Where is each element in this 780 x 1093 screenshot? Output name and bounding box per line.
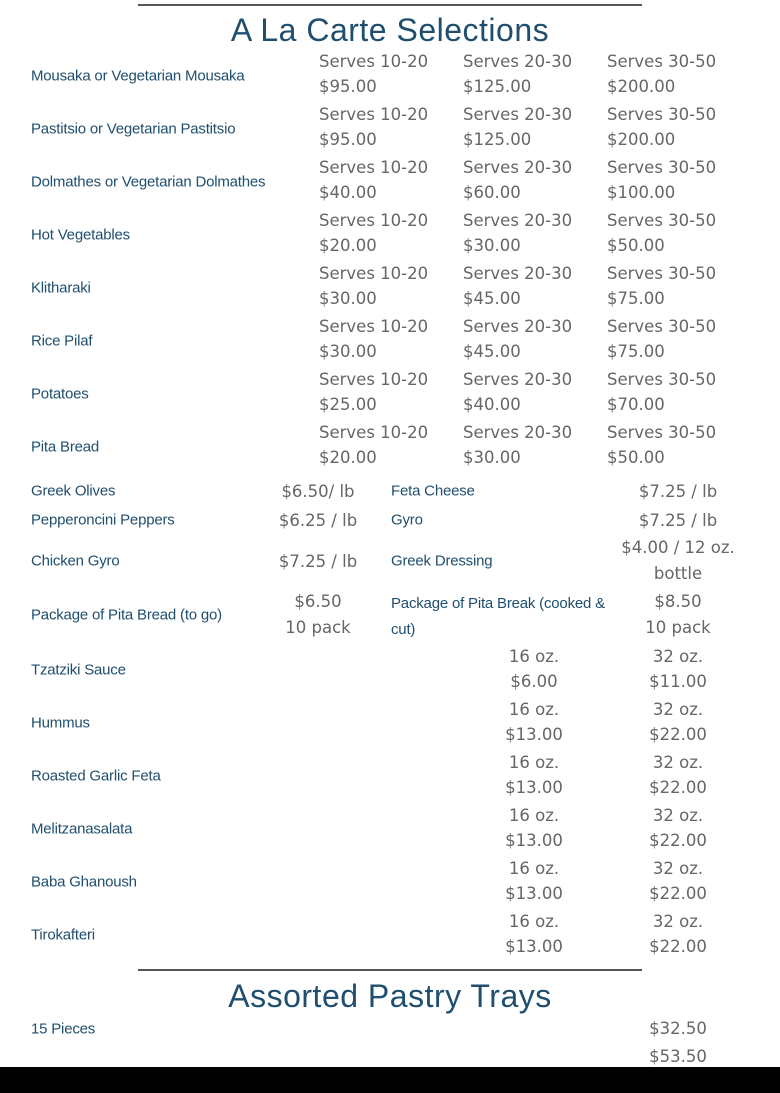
- serves-label: Serves 10-20: [319, 105, 429, 124]
- item-name: Melitzanasalata: [31, 820, 133, 838]
- item-name: Roasted Garlic Feta: [31, 767, 161, 785]
- price-small: $13.00: [505, 725, 563, 744]
- serves-label: Serves 30-50: [607, 264, 717, 283]
- item-price: $32.50: [649, 1019, 707, 1038]
- item-price: $7.25 / lb: [638, 482, 718, 501]
- item-name: Package of Pita Bread (to go): [31, 606, 222, 624]
- tier-price: $30.00: [463, 448, 521, 467]
- pastry-title: Assorted Pastry Trays: [228, 978, 552, 1014]
- size-small: 16 oz.: [508, 859, 560, 878]
- price-small: $13.00: [505, 778, 563, 797]
- tier-price: $50.00: [607, 236, 665, 255]
- item-price-unit: bottle: [653, 564, 703, 583]
- size-small: 16 oz.: [508, 700, 560, 719]
- item-name: Greek Olives: [31, 482, 116, 500]
- serves-label: Serves 30-50: [607, 105, 717, 124]
- serves-label: Serves 30-50: [607, 52, 717, 71]
- item-price: $53.50: [649, 1047, 707, 1066]
- item-price: $8.50: [654, 592, 702, 611]
- item-name: Klitharaki: [31, 279, 91, 297]
- item-price: $6.50/ lb: [281, 482, 355, 501]
- tier-price: $125.00: [463, 130, 532, 149]
- serves-label: Serves 20-30: [463, 158, 573, 177]
- item-price-unit: 10 pack: [285, 618, 351, 637]
- item-name: 15 Pieces: [31, 1020, 96, 1038]
- price-large: $22.00: [649, 725, 707, 744]
- item-price: $7.25 / lb: [278, 552, 358, 571]
- serves-label: Serves 30-50: [607, 158, 717, 177]
- item-name: Tirokafteri: [31, 926, 95, 944]
- tier-price: $45.00: [463, 342, 521, 361]
- item-name: Baba Ghanoush: [31, 873, 137, 891]
- price-large: $22.00: [649, 937, 707, 956]
- item-name: Pastitsio or Vegetarian Pastitsio: [31, 120, 236, 138]
- tier-price: $200.00: [607, 77, 676, 96]
- tier-price: $60.00: [463, 183, 521, 202]
- serves-label: Serves 10-20: [319, 264, 429, 283]
- item-name: Package of Pita Break (cooked & cut): [391, 595, 605, 638]
- serves-label: Serves 30-50: [607, 317, 717, 336]
- price-large: $22.00: [649, 778, 707, 797]
- size-small: 16 oz.: [508, 647, 560, 666]
- serves-label: Serves 10-20: [319, 423, 429, 442]
- item-name: Hot Vegetables: [31, 226, 130, 244]
- item-name: Dolmathes or Vegetarian Dolmathes: [31, 173, 266, 191]
- size-large: 32 oz.: [652, 753, 704, 772]
- tier-price: $45.00: [463, 289, 521, 308]
- tier-price: $70.00: [607, 395, 665, 414]
- page-title: A La Carte Selections: [230, 12, 550, 48]
- serves-label: Serves 20-30: [463, 105, 573, 124]
- serves-label: Serves 20-30: [463, 423, 573, 442]
- tier-price: $40.00: [319, 183, 377, 202]
- serves-label: Serves 10-20: [319, 317, 429, 336]
- tier-price: $30.00: [319, 342, 377, 361]
- item-name: Pepperoncini Peppers: [31, 511, 175, 529]
- size-small: 16 oz.: [508, 753, 560, 772]
- serves-label: Serves 20-30: [463, 370, 573, 389]
- item-name: Gyro: [391, 511, 423, 529]
- tier-price: $30.00: [319, 289, 377, 308]
- price-large: $22.00: [649, 884, 707, 903]
- item-price: $6.25 / lb: [278, 511, 358, 530]
- tier-price: $125.00: [463, 77, 532, 96]
- price-small: $13.00: [505, 884, 563, 903]
- item-name: Rice Pilaf: [31, 332, 93, 350]
- item-price: $6.50: [294, 592, 342, 611]
- tier-price: $200.00: [607, 130, 676, 149]
- serves-label: Serves 20-30: [463, 211, 573, 230]
- serves-label: Serves 10-20: [319, 158, 429, 177]
- serves-label: Serves 20-30: [463, 264, 573, 283]
- item-price: $4.00 / 12 oz.: [621, 538, 735, 557]
- item-name: Chicken Gyro: [31, 552, 120, 570]
- size-large: 32 oz.: [652, 859, 704, 878]
- serves-label: Serves 10-20: [319, 211, 429, 230]
- tier-price: $30.00: [463, 236, 521, 255]
- item-name: Potatoes: [31, 385, 89, 403]
- tier-price: $20.00: [319, 236, 377, 255]
- top-divider: [138, 4, 642, 6]
- price-small: $13.00: [505, 831, 563, 850]
- price-small: $6.00: [510, 672, 558, 691]
- serves-label: Serves 10-20: [319, 370, 429, 389]
- size-large: 32 oz.: [652, 806, 704, 825]
- bottom-bar: [0, 1067, 780, 1093]
- item-name: Pita Bread: [31, 438, 100, 456]
- tier-price: $75.00: [607, 342, 665, 361]
- serves-label: Serves 20-30: [463, 317, 573, 336]
- price-large: $22.00: [649, 831, 707, 850]
- serves-label: Serves 20-30: [463, 52, 573, 71]
- tier-price: $25.00: [319, 395, 377, 414]
- tier-price: $95.00: [319, 130, 377, 149]
- price-large: $11.00: [649, 672, 707, 691]
- size-small: 16 oz.: [508, 806, 560, 825]
- mid-divider: [138, 969, 642, 971]
- item-price: $7.25 / lb: [638, 511, 718, 530]
- size-large: 32 oz.: [652, 647, 704, 666]
- item-name: Greek Dressing: [391, 552, 493, 570]
- size-large: 32 oz.: [652, 912, 704, 931]
- tier-price: $50.00: [607, 448, 665, 467]
- size-small: 16 oz.: [508, 912, 560, 931]
- tier-price: $75.00: [607, 289, 665, 308]
- tier-price: $20.00: [319, 448, 377, 467]
- serves-label: Serves 30-50: [607, 423, 717, 442]
- serves-label: Serves 30-50: [607, 370, 717, 389]
- item-name: Mousaka or Vegetarian Mousaka: [31, 67, 245, 85]
- serves-label: Serves 10-20: [319, 52, 429, 71]
- tier-price: $40.00: [463, 395, 521, 414]
- item-price-unit: 10 pack: [645, 618, 711, 637]
- serves-label: Serves 30-50: [607, 211, 717, 230]
- item-name: Feta Cheese: [391, 482, 475, 500]
- tier-price: $95.00: [319, 77, 377, 96]
- tier-price: $100.00: [607, 183, 676, 202]
- size-large: 32 oz.: [652, 700, 704, 719]
- item-name: Tzatziki Sauce: [31, 661, 126, 679]
- item-name: Hummus: [31, 714, 90, 732]
- price-small: $13.00: [505, 937, 563, 956]
